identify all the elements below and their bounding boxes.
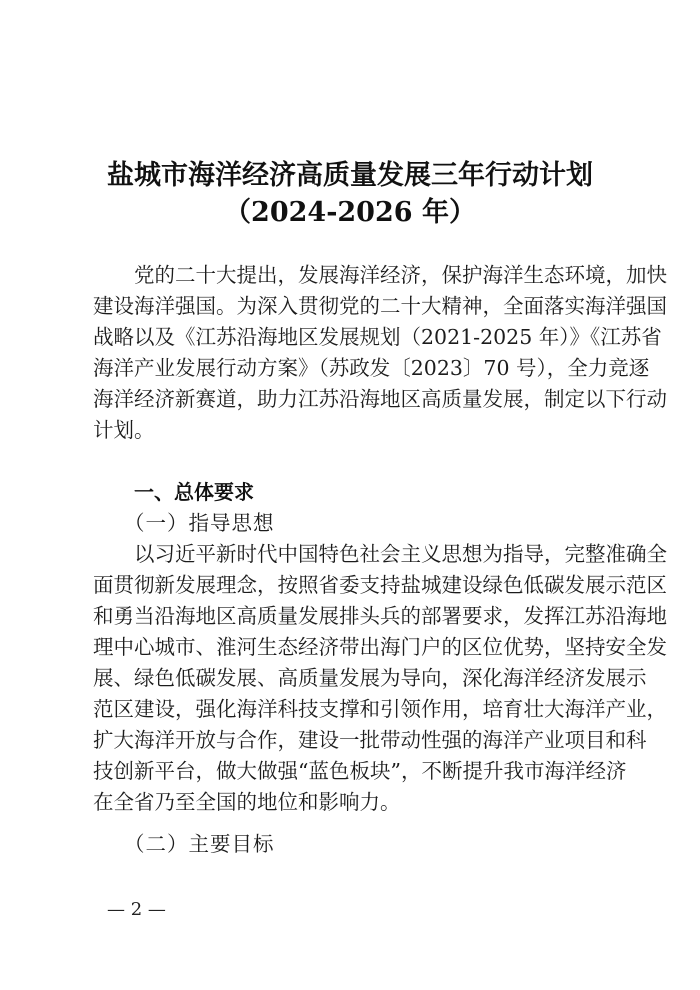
paragraph-line: 范区建设，强化海洋科技支撑和引领作用，培育壮大海洋产业， bbox=[93, 697, 667, 721]
document-title: 盐城市海洋经济高质量发展三年行动计划 bbox=[107, 160, 593, 191]
page-number: — 2 — bbox=[107, 899, 166, 920]
paragraph-line: 以习近平新时代中国特色社会主义思想为指导，完整准确全 bbox=[134, 542, 667, 566]
paragraph-line: 面贯彻新发展理念，按照省委支持盐城建设绿色低碳发展示范区 bbox=[93, 573, 667, 597]
paragraph-line: 扩大海洋开放与合作，建设一批带动性强的海洋产业项目和科 bbox=[93, 728, 647, 752]
paragraph-line: 技创新平台，做大做强“蓝色板块”，不断提升我市海洋经济 bbox=[93, 759, 627, 783]
paragraph-line: 战略以及《江苏沿海地区发展规划（2021-2025 年）》《江苏省 bbox=[93, 325, 662, 349]
subsection-heading-main-goals: （二）主要目标 bbox=[124, 832, 275, 856]
paragraph-line: 理中心城市、淮河生态经济带出海门户的区位优势，坚持安全发 bbox=[93, 635, 667, 659]
document-subtitle-years: （2024-2026 年） bbox=[224, 197, 476, 228]
subsection-heading-guiding-ideology: （一）指导思想 bbox=[124, 511, 275, 535]
paragraph-line: 海洋经济新赛道，助力江苏沿海地区高质量发展，制定以下行动 bbox=[93, 387, 667, 411]
paragraph-line: 建设海洋强国。为深入贯彻党的二十大精神，全面落实海洋强国 bbox=[93, 294, 667, 318]
paragraph-line: 展、绿色低碳发展、高质量发展为导向，深化海洋经济发展示 bbox=[93, 666, 647, 690]
paragraph-line: 党的二十大提出，发展海洋经济，保护海洋生态环境，加快 bbox=[134, 263, 667, 287]
paragraph-line: 计划。 bbox=[93, 418, 155, 442]
section-heading-general-requirements: 一、总体要求 bbox=[134, 480, 254, 504]
paragraph-line: 在全省乃至全国的地位和影响力。 bbox=[93, 790, 401, 814]
paragraph-line: 海洋产业发展行动方案》（苏政发〔2023〕70 号），全力竞逐 bbox=[93, 356, 650, 380]
paragraph-line: 和勇当沿海地区高质量发展排头兵的部署要求，发挥江苏沿海地 bbox=[93, 604, 667, 628]
